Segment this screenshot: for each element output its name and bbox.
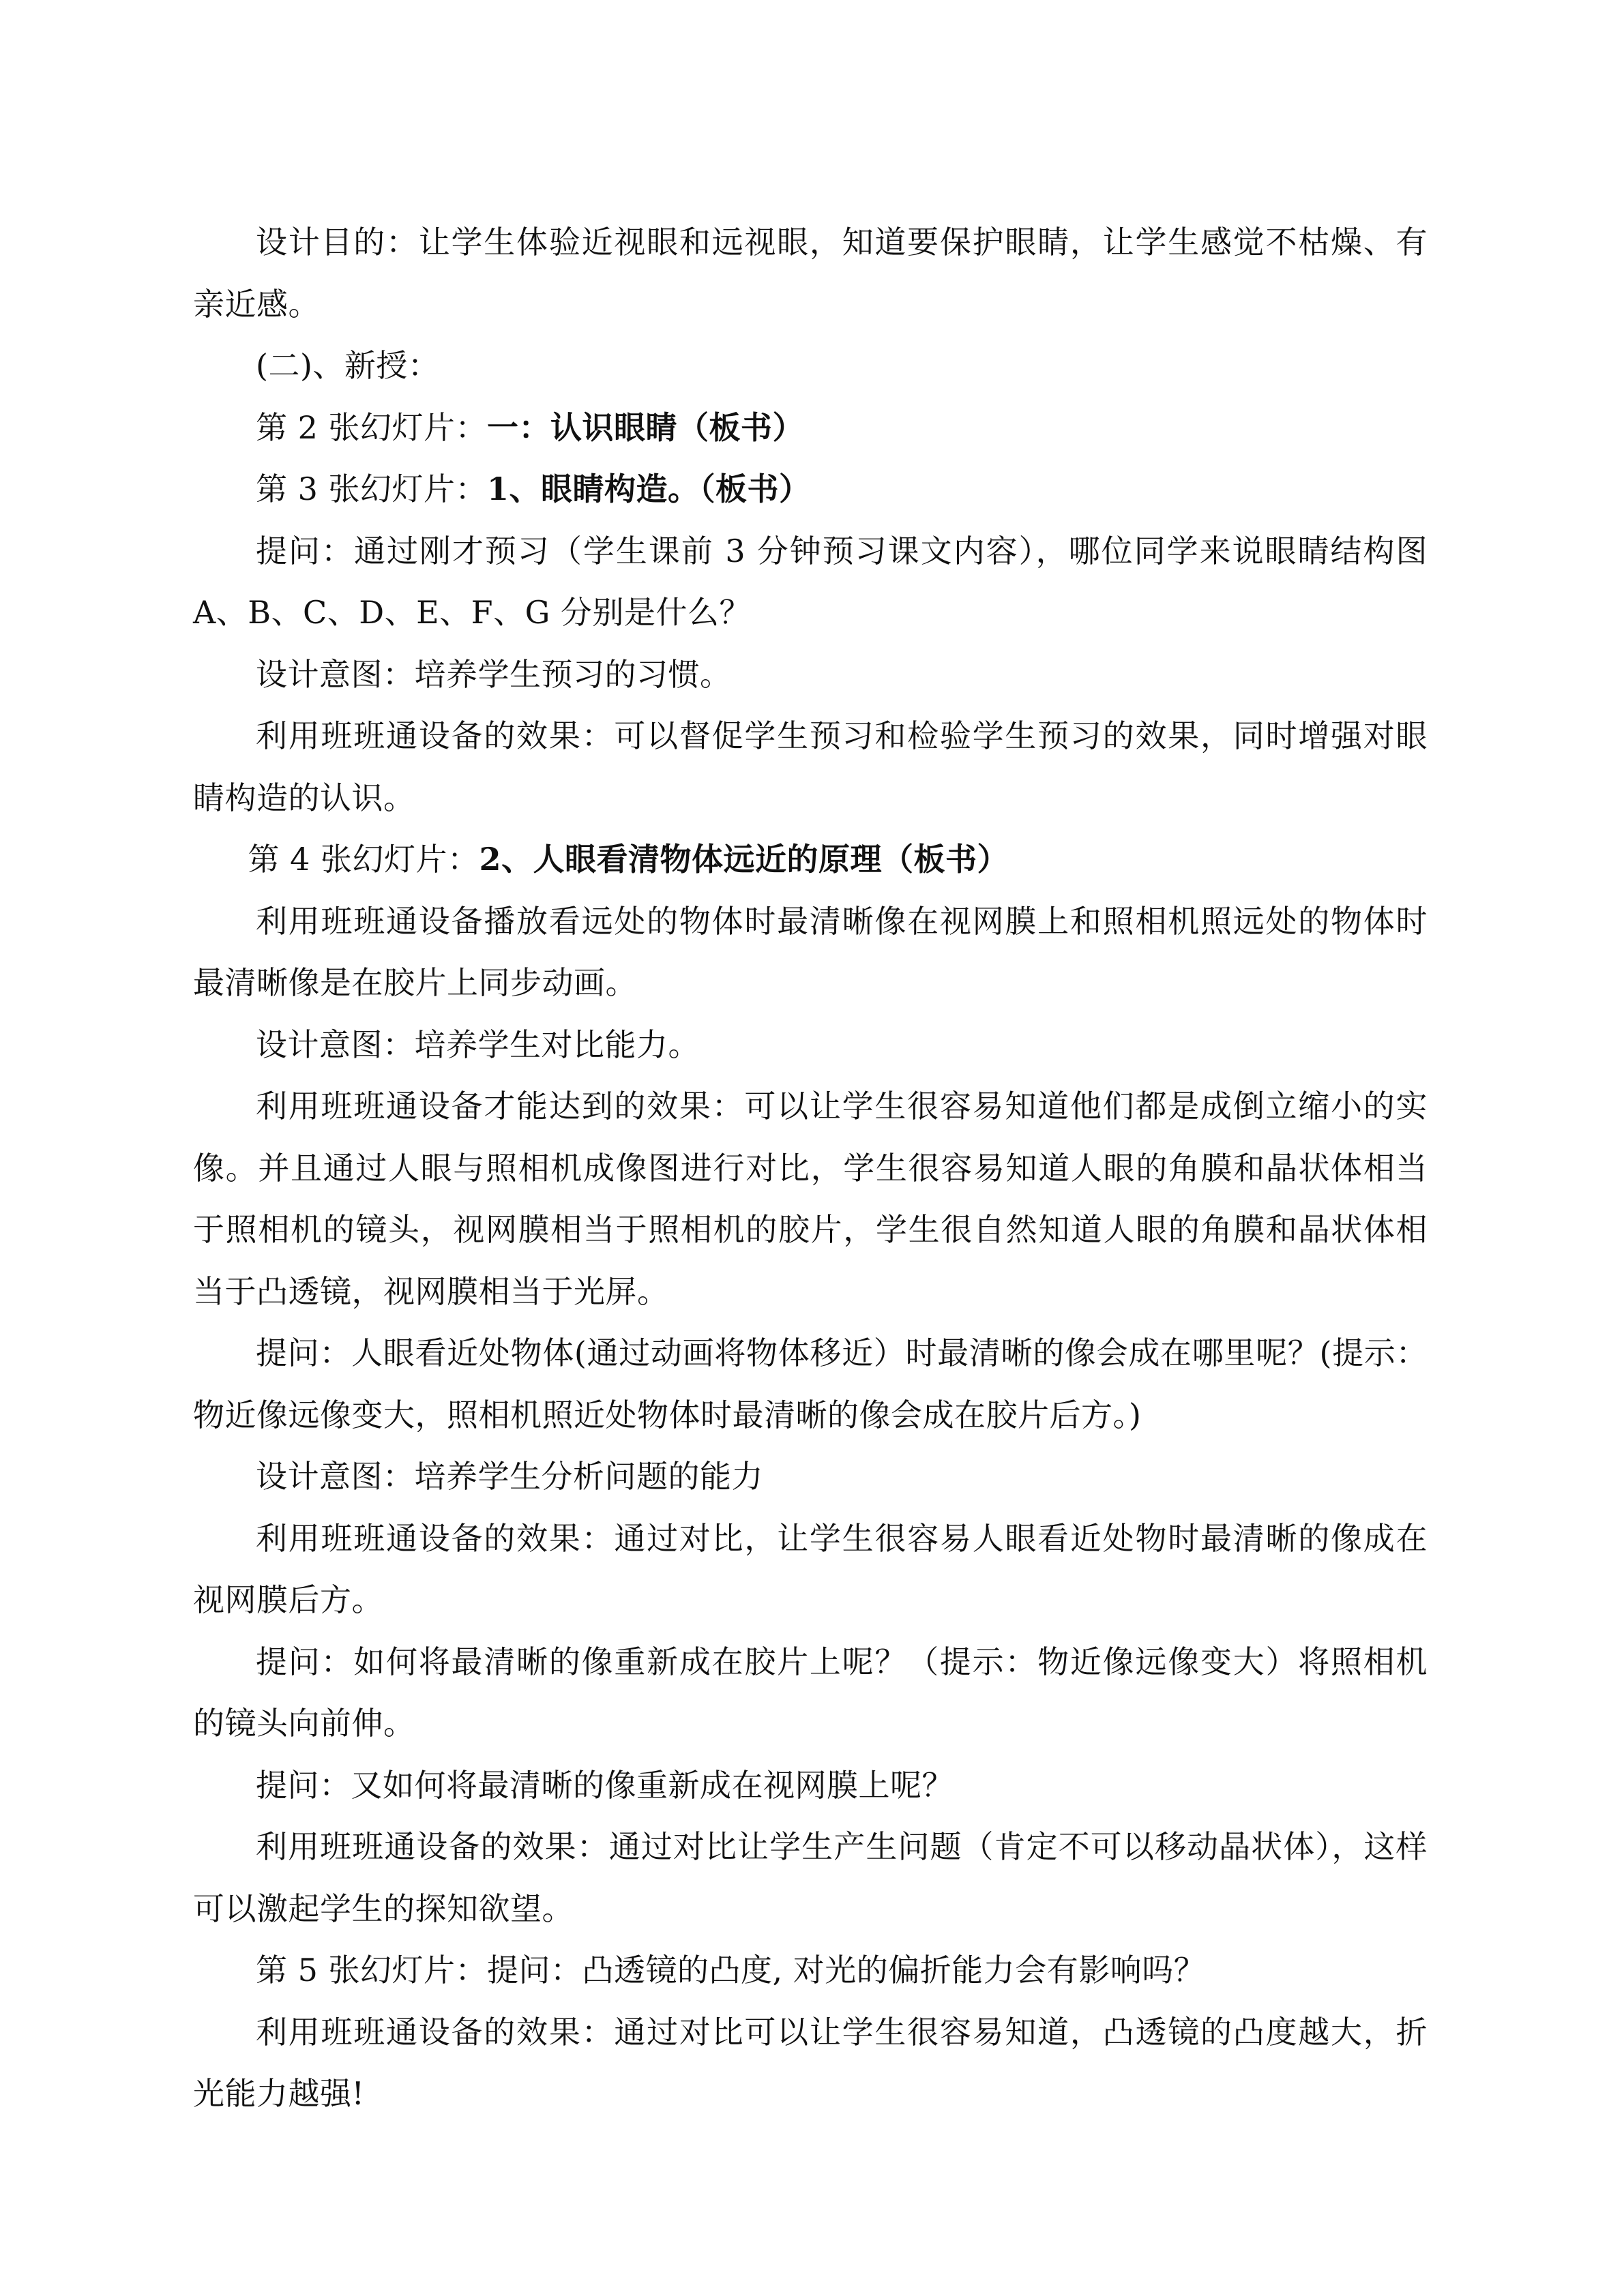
paragraph-effect-convexity: 利用班班通设备的效果：通过对比可以让学生很容易知道，凸透镜的凸度越大，折光能力越强!: [193, 2013, 1428, 2112]
paragraph-effect-real-image: 利用班班通设备才能达到的效果：可以让学生很容易知道他们都是成倒立缩小的实像。并且通过人眼与照相机成像图进行对比，学生很容易知道人眼的角膜和晶状体相当于照相机的镜头，视网膜相当于照相机的胶片，学生很自然知道人眼的角膜和晶状体相当于凸透镜，视网膜相当于光屏。: [193, 1088, 1428, 1310]
slide-3-board-title: 1、眼睛构造。（板书）: [487, 471, 811, 507]
paragraph-design-intent-preview: 设计意图：培养学生预习的习惯。: [256, 655, 732, 693]
slide-2-prefix: 第 2 张幻灯片：: [256, 408, 488, 446]
slide-4-prefix: 第 4 张幻灯片：: [248, 841, 479, 878]
paragraph-new-lesson-heading: (二)、新授：: [256, 347, 440, 384]
slide-4-board-title: 2、人眼看清物体远近的原理（板书）: [479, 841, 1009, 878]
paragraph-effect-retina-behind: 利用班班通设备的效果：通过对比，让学生很容易人眼看近处物时最清晰的像成在视网膜后方。: [193, 1519, 1428, 1618]
slide-2-board-title: 一：认识眼睛（板书）: [487, 408, 805, 446]
paragraph-design-purpose: 设计目的：让学生体验近视眼和远视眼，知道要保护眼睛，让学生感觉不枯燥、有亲近感。: [193, 224, 1428, 323]
slide-3-prefix: 第 3 张幻灯片：: [256, 471, 488, 507]
paragraph-question-near-object: 提问：人眼看近处物体(通过动画将物体移近）时最清晰的像会成在哪里呢？(提示：物近像远像变大，照相机照近处物体时最清晰的像会成在胶片后方。): [193, 1335, 1428, 1433]
paragraph-question-film: 提问：如何将最清晰的像重新成在胶片上呢？（提示：物近像远像变大）将照相机的镜头向前伸。: [193, 1643, 1428, 1742]
paragraph-design-intent-compare: 设计意图：培养学生对比能力。: [256, 1026, 700, 1063]
paragraph-slide-4: [193, 829, 1428, 891]
paragraph-slide-3: [193, 458, 1428, 520]
paragraph-slide-5: 第 5 张幻灯片：提问：凸透镜的凸度, 对光的偏折能力会有影响吗？: [256, 1952, 1206, 1988]
paragraph-question-retina: 提问：又如何将最清晰的像重新成在视网膜上呢？: [256, 1766, 954, 1804]
paragraph-question-eye-structure: 提问：通过刚才预习（学生课前 3 分钟预习课文内容），哪位同学来说眼睛结构图 A、B、C、D、E、F、G 分别是什么？: [193, 532, 1428, 631]
paragraph-effect-preview: 利用班班通设备的效果：可以督促学生预习和检验学生预习的效果，同时增强对眼睛构造的认识。: [193, 717, 1428, 816]
paragraph-design-intent-analysis: 设计意图：培养学生分析问题的能力: [256, 1458, 763, 1495]
paragraph-slide-2: [193, 397, 1428, 459]
paragraph-effect-curiosity: 利用班班通设备的效果：通过对比让学生产生问题（肯定不可以移动晶状体），这样可以激起学生的探知欲望。: [193, 1828, 1428, 1927]
paragraph-animation-playback: 利用班班通设备播放看远处的物体时最清晰像在视网膜上和照相机照远处的物体时最清晰像是在胶片上同步动画。: [193, 902, 1428, 1001]
document-body: [193, 211, 1428, 2125]
